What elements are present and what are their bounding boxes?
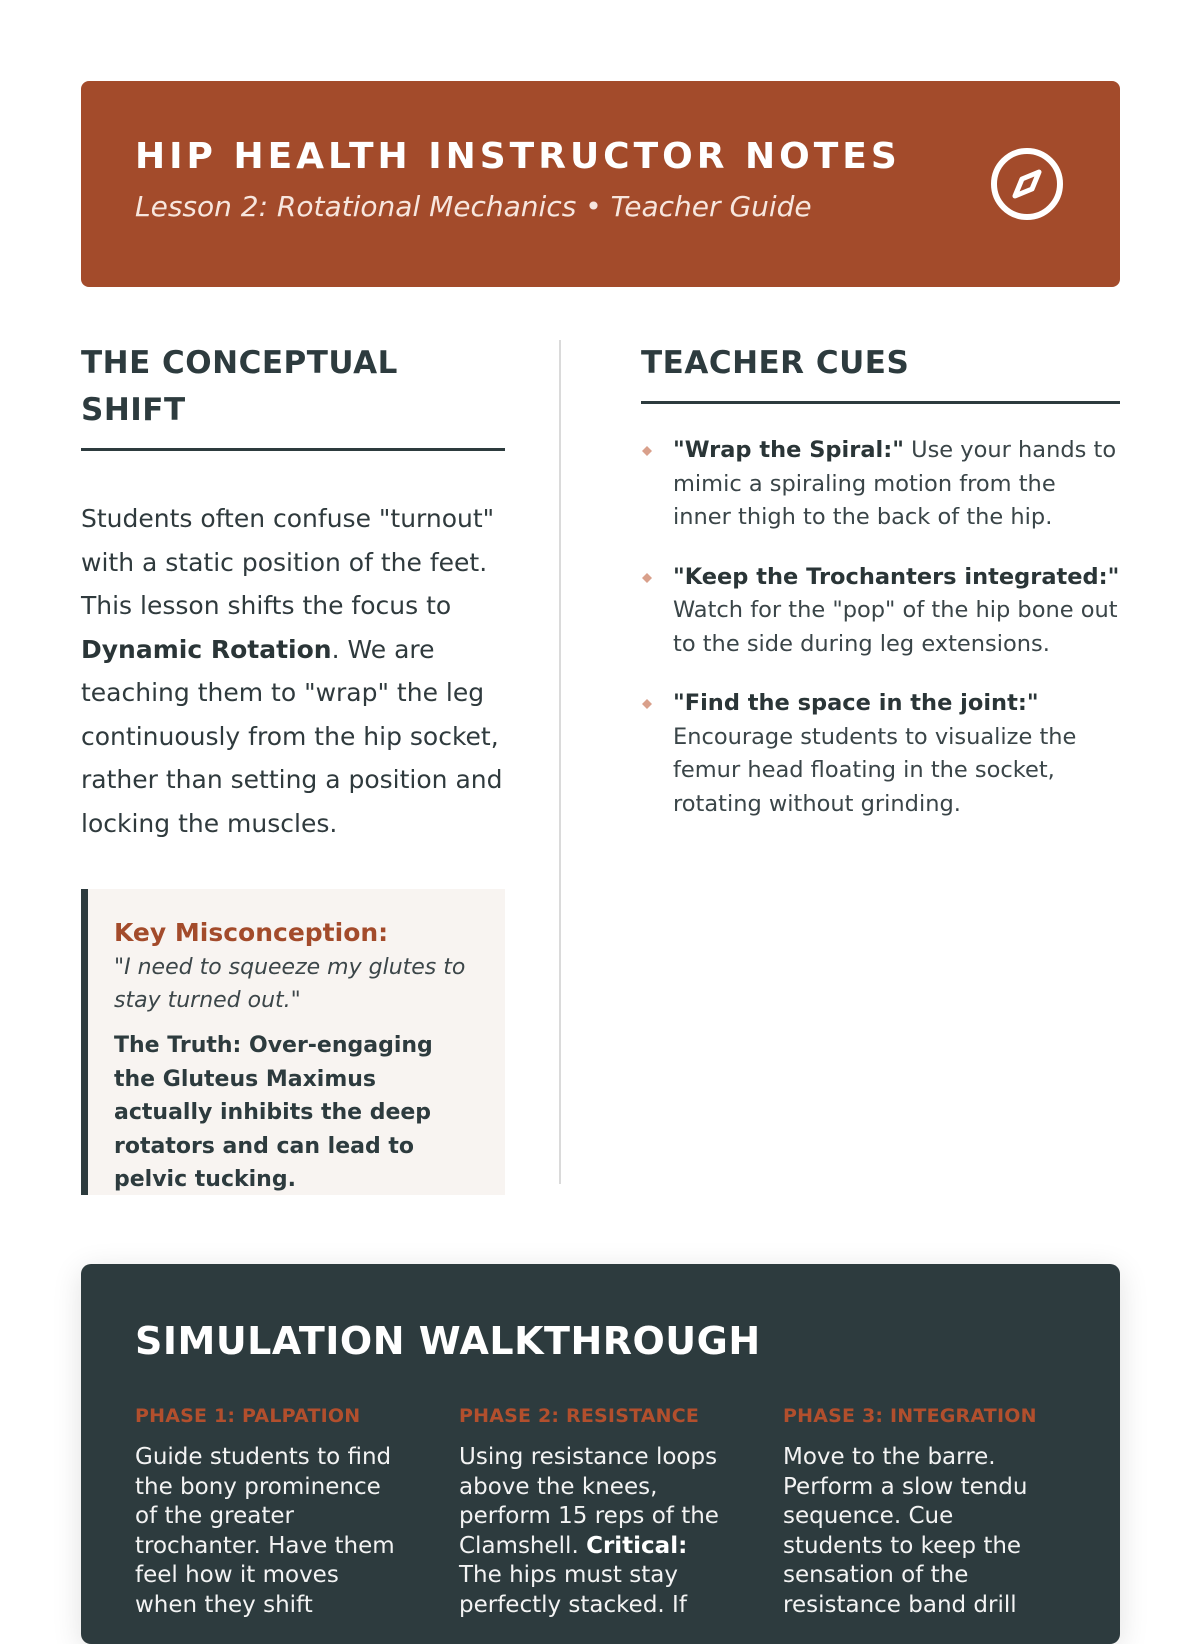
- intro-text-part2: . We are teaching them to "wrap" the leg continuously from the hip socket, rather than setting a position and locking the muscles.: [81, 634, 503, 838]
- phase-text: [459, 1443, 727, 1620]
- phase-critical-label: Critical:: [586, 1532, 688, 1559]
- conceptual-shift-text: [81, 497, 505, 845]
- phase-3: [783, 1403, 1051, 1620]
- simulation-heading: SIMULATION WALKTHROUGH: [135, 1319, 761, 1363]
- teacher-cues-list: [641, 434, 1120, 821]
- list-item: [641, 687, 1120, 821]
- list-item: [641, 434, 1120, 535]
- diamond-bullet-icon: [642, 573, 652, 583]
- cue-label: "Find the space in the joint:": [673, 690, 1039, 716]
- cue-text: Encourage students to visualize the femur head floating in the socket, rotating without grinding.: [673, 723, 1077, 817]
- simulation-walkthrough-section: [81, 1264, 1120, 1644]
- teacher-cues-heading: TEACHER CUES: [641, 340, 1120, 404]
- compass-icon: [990, 147, 1064, 221]
- phase-2: [459, 1403, 727, 1620]
- phase-columns: [135, 1403, 1066, 1620]
- teacher-cues-section: [641, 340, 1120, 847]
- intro-bold-term: Dynamic Rotation: [81, 634, 332, 664]
- cue-text: Use your hands to mimic a spiraling motion from the inner thigh to the back of the hip.: [673, 437, 1117, 530]
- phase-label: PHASE 3: INTEGRATION: [783, 1405, 1037, 1427]
- page-title: HIP HEALTH INSTRUCTOR NOTES: [135, 136, 901, 177]
- phase-text-after: The hips must stay perfectly stacked. If: [459, 1562, 687, 1618]
- phase-label: PHASE 1: PALPATION: [135, 1405, 361, 1427]
- page-header: [81, 81, 1120, 287]
- list-item: [641, 561, 1120, 662]
- callout-title: Key Misconception:: [114, 918, 389, 947]
- phase-1: [135, 1403, 403, 1620]
- column-divider: [559, 340, 561, 1184]
- conceptual-shift-section: [81, 340, 505, 1195]
- cue-label: "Wrap the Spiral:": [673, 437, 904, 463]
- page-subtitle: Lesson 2: Rotational Mechanics • Teacher Guide: [135, 190, 812, 223]
- callout-truth: The Truth: Over-engaging the Gluteus Maximus actually inhibits the deep rotators and can lead to pelvic tucking.: [114, 1033, 433, 1192]
- diamond-bullet-icon: [642, 446, 652, 456]
- phase-text: Guide students to find the bony prominence of the greater trochanter. Have them feel how it moves when they shift: [135, 1444, 395, 1618]
- callout-quote: "I need to squeeze my glutes to stay turned out.": [114, 955, 466, 1013]
- cue-label: "Keep the Trochanters integrated:": [673, 563, 1120, 590]
- phase-text-before: Using resistance loops above the knees, perform 15 reps of the Clamshell.: [459, 1444, 719, 1559]
- diamond-bullet-icon: [642, 699, 652, 709]
- phase-label: PHASE 2: RESISTANCE: [459, 1405, 700, 1427]
- misconception-callout: [81, 889, 505, 1195]
- conceptual-shift-heading: THE CONCEPTUAL SHIFT: [81, 340, 505, 451]
- phase-text: Move to the barre. Perform a slow tendu sequence. Cue students to keep the sensation of the resistance band drill: [783, 1444, 1028, 1618]
- intro-text-part1: Students often confuse "turnout" with a static position of the feet. This lesson shifts the focus to: [81, 504, 495, 620]
- cue-text: Watch for the "pop" of the hip bone out to the side during leg extensions.: [673, 597, 1118, 657]
